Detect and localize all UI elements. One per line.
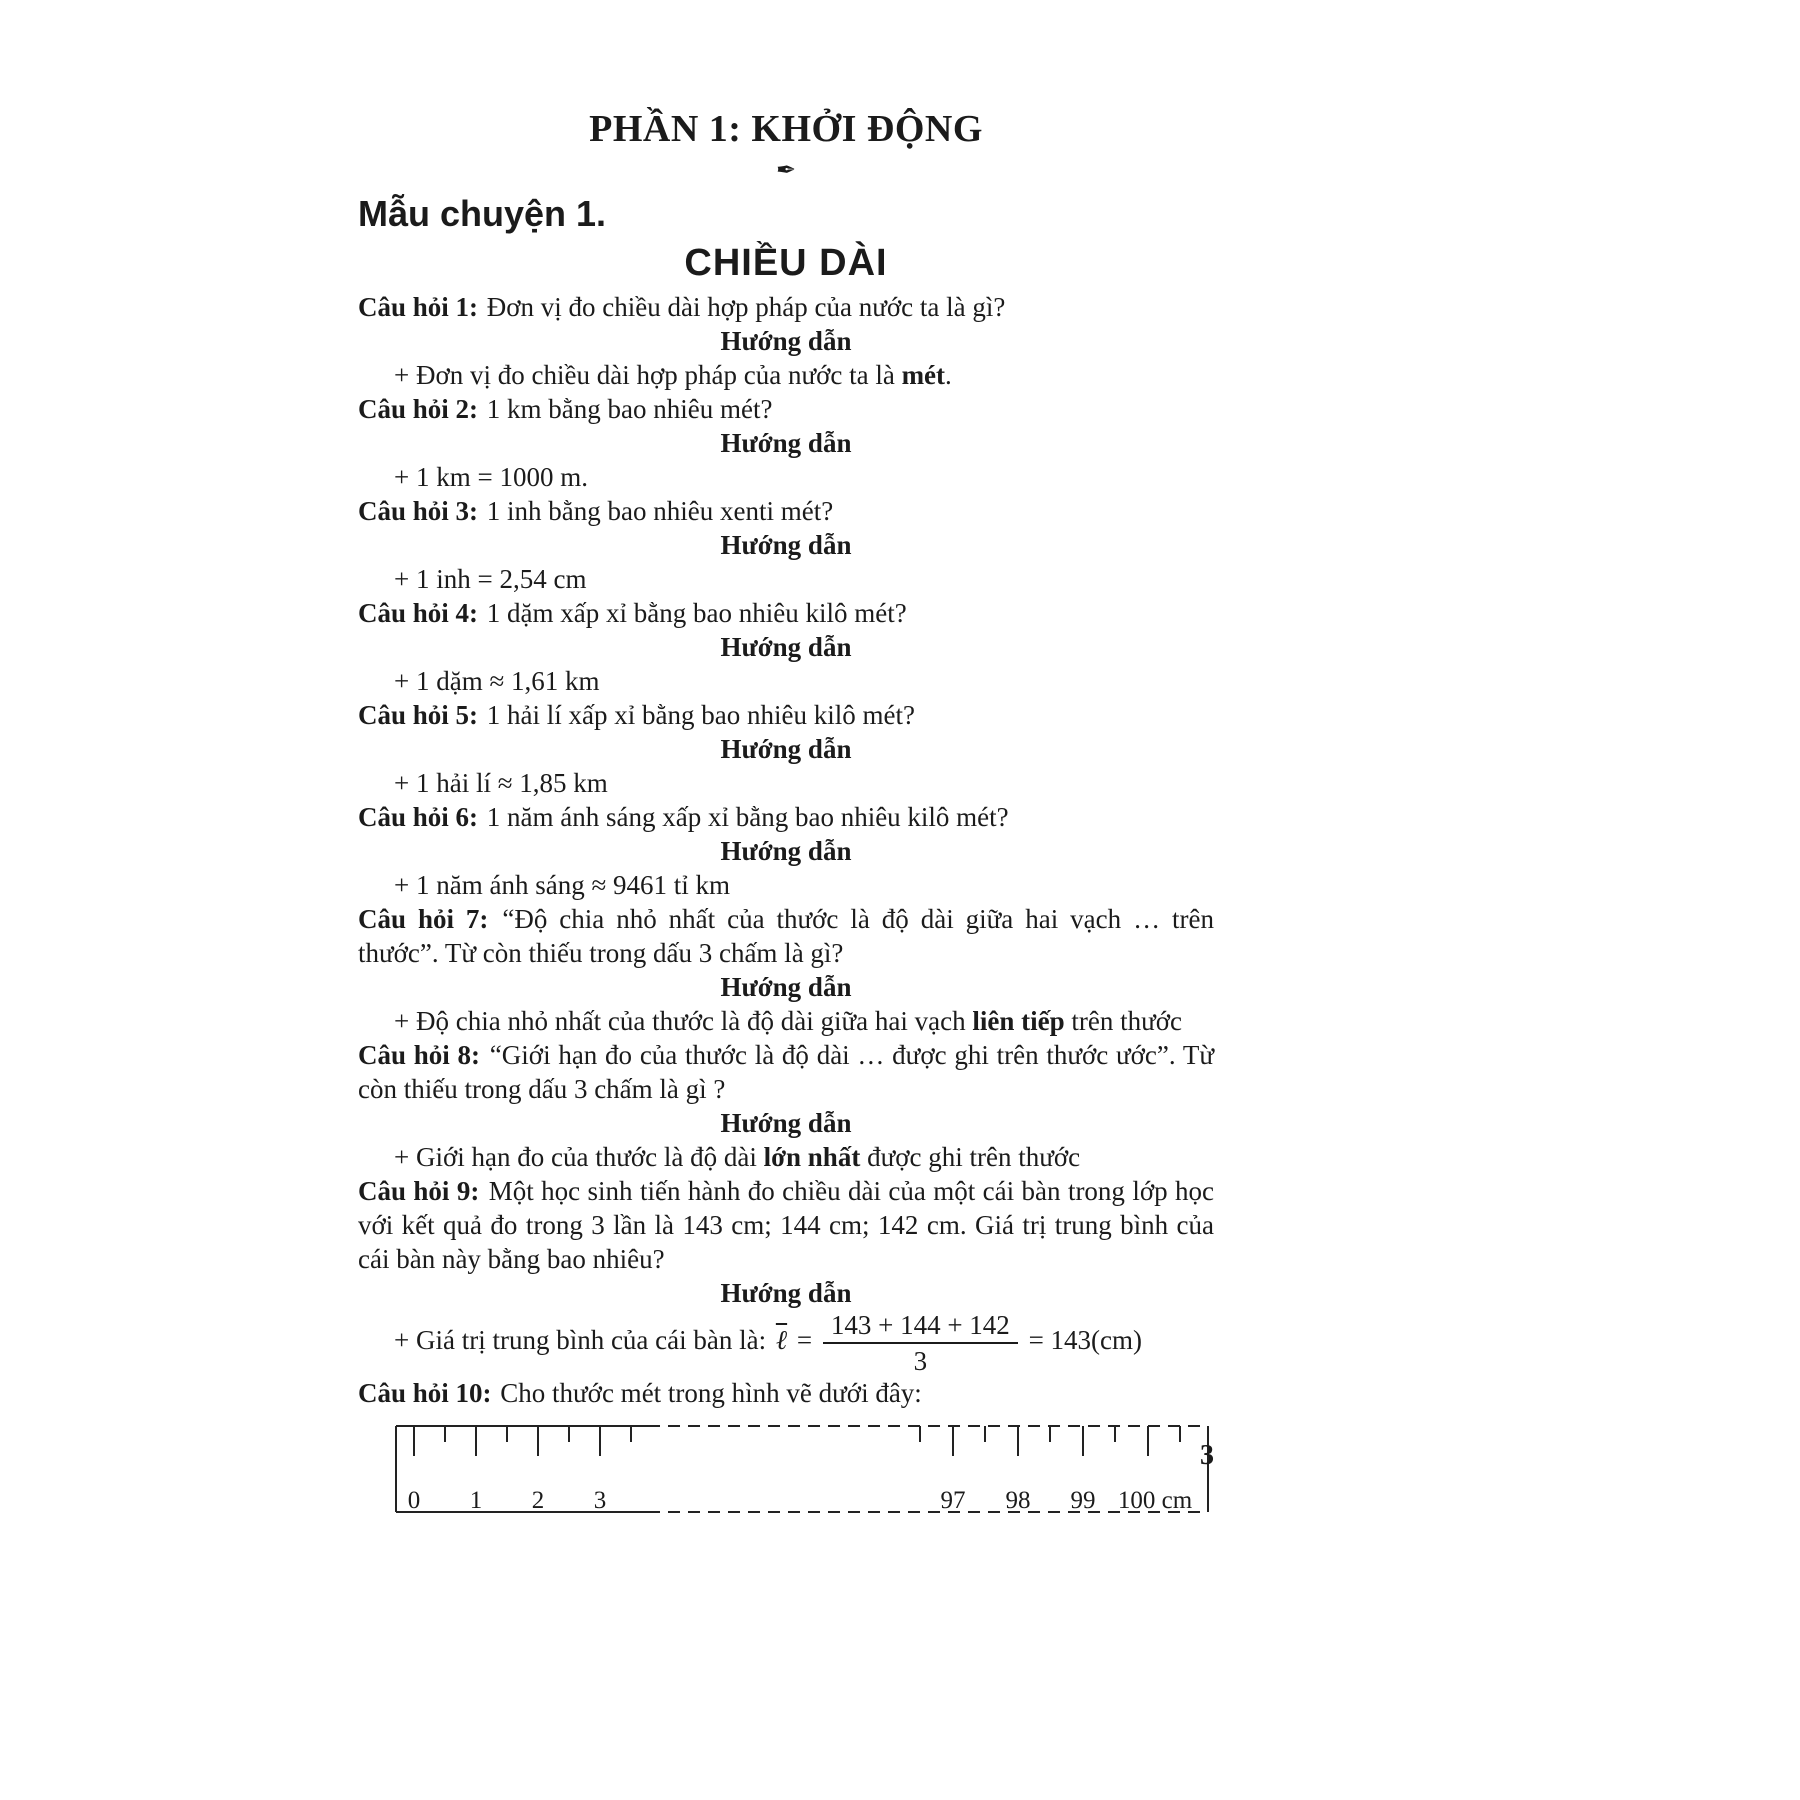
question-label: Câu hỏi 8: (358, 1040, 481, 1070)
question-label: Câu hỏi 4: (358, 598, 479, 628)
question-paragraph (358, 290, 1214, 324)
guide-heading: Hướng dẫn (720, 326, 852, 356)
guide-heading: Hướng dẫn (720, 734, 852, 764)
question-text: 1 năm ánh sáng xấp xỉ bằng bao nhiêu kilô mét? (480, 802, 1009, 832)
question-paragraph (358, 1376, 1214, 1410)
question-paragraph (358, 494, 1214, 528)
story-label: Mẫu chuyện 1. (358, 193, 607, 234)
part-title: PHẦN 1: KHỞI ĐỘNG (589, 108, 983, 150)
answer-bold-text: mét (901, 360, 946, 390)
page-content (358, 106, 1214, 1520)
ruler-label-98: 98 (1005, 1487, 1031, 1514)
question-paragraph (358, 392, 1214, 426)
answer-text: + Đơn vị đo chiều dài hợp pháp của nước ta là (394, 360, 902, 390)
guide-heading: Hướng dẫn (720, 530, 852, 560)
qa-block (358, 1174, 1214, 1376)
question-paragraph (358, 698, 1214, 732)
question-label: Câu hỏi 10: (358, 1378, 492, 1408)
answer-text: = 143(cm) (1021, 1325, 1143, 1356)
answer-paragraph (358, 766, 1214, 800)
question-label: Câu hỏi 9: (358, 1176, 480, 1206)
answer-paragraph (358, 1140, 1214, 1174)
mean-length-symbol: ℓ (775, 1325, 788, 1356)
question-text: 1 hải lí xấp xỉ bằng bao nhiêu kilô mét? (480, 700, 915, 730)
answer-text: + 1 inh = 2,54 cm (394, 564, 587, 594)
section-title: CHIỀU DÀI (684, 242, 888, 284)
answer-paragraph (358, 562, 1214, 596)
guide-heading: Hướng dẫn (720, 1108, 852, 1138)
ruler-label-100cm: 100 cm (1117, 1487, 1193, 1514)
answer-paragraph (358, 868, 1214, 902)
ruler-label-99: 99 (1070, 1487, 1096, 1514)
answer-paragraph (358, 460, 1214, 494)
question-label: Câu hỏi 2: (358, 394, 479, 424)
answer-paragraph (358, 358, 1214, 392)
ruler-label-3: 3 (593, 1487, 607, 1514)
question-paragraph (358, 1174, 1214, 1276)
fraction: $\frac{143 + 144 + 142}{3}$ (819, 1310, 1022, 1376)
question-text: Cho thước mét trong hình vẽ dưới đây: (493, 1378, 922, 1408)
qa-block (358, 698, 1214, 800)
guide-heading: Hướng dẫn (720, 632, 852, 662)
answer-text: . (945, 360, 952, 390)
answer-paragraph (358, 1004, 1214, 1038)
question-text: 1 dặm xấp xỉ bằng bao nhiêu kilô mét? (480, 598, 907, 628)
qa-block (358, 494, 1214, 596)
answer-text: + 1 dặm ≈ 1,61 km (394, 666, 600, 696)
guide-heading: Hướng dẫn (720, 1278, 852, 1308)
question-label: Câu hỏi 7: (358, 904, 489, 934)
question-paragraph (358, 800, 1214, 834)
page-number: 3 (1200, 1440, 1214, 1471)
guide-heading: Hướng dẫn (720, 972, 852, 1002)
question-paragraph (358, 596, 1214, 630)
pen-ornament-icon: ✒ (775, 156, 797, 184)
question-label: Câu hỏi 5: (358, 700, 479, 730)
qa-block (358, 1376, 1214, 1410)
question-text: Một học sinh tiến hành đo chiều dài của một cái bàn trong lớp học với kết quả đo trong 3 lần là 143 cm; 144 cm; 142 cm. Giá trị trung bình của cái bàn này bằng bao nhiêu? (358, 1176, 1215, 1274)
qa-block (358, 902, 1214, 1038)
answer-text: + Độ chia nhỏ nhất của thước là độ dài giữa hai vạch (394, 1006, 973, 1036)
qa-block (358, 290, 1214, 392)
question-text: “Độ chia nhỏ nhất của thước là độ dài giữa hai vạch … trên thước”. Từ còn thiếu trong dấu 3 chấm là gì? (358, 904, 1214, 968)
question-label: Câu hỏi 6: (358, 802, 479, 832)
ruler-label-97: 97 (940, 1487, 966, 1514)
qa-block (358, 596, 1214, 698)
ruler-label-2: 2 (531, 1487, 545, 1514)
guide-heading: Hướng dẫn (720, 428, 852, 458)
answer-bold-text: liên tiếp (972, 1006, 1065, 1036)
guide-heading: Hướng dẫn (720, 836, 852, 866)
qa-block (358, 800, 1214, 902)
question-text: 1 km bằng bao nhiêu mét? (480, 394, 773, 424)
question-label: Câu hỏi 1: (358, 292, 479, 322)
answer-text: = (790, 1325, 819, 1356)
question-text: 1 inh bằng bao nhiêu xenti mét? (480, 496, 834, 526)
answer-text: + Giá trị trung bình của cái bàn là: (394, 1325, 773, 1356)
ruler-label-1: 1 (469, 1487, 483, 1514)
answer-text: + 1 năm ánh sáng ≈ 9461 tỉ km (394, 870, 731, 900)
answer-text: + 1 km = 1000 m. (394, 462, 588, 492)
answer-paragraph (358, 1310, 1214, 1376)
qa-block (358, 392, 1214, 494)
question-label: Câu hỏi 3: (358, 496, 479, 526)
qa-list (358, 290, 1214, 1410)
question-paragraph (358, 902, 1214, 970)
answer-text: được ghi trên thước (860, 1142, 1081, 1172)
answer-text: + Giới hạn đo của thước là độ dài (394, 1142, 764, 1172)
question-text: Đơn vị đo chiều dài hợp pháp của nước ta là gì? (480, 292, 1006, 322)
answer-text: trên thước (1064, 1006, 1182, 1036)
answer-bold-text: lớn nhất (763, 1142, 861, 1172)
question-text: “Giới hạn đo của thước là độ dài … được ghi trên thước ước”. Từ còn thiếu trong dấu 3 chấm là gì ? (358, 1040, 1215, 1104)
answer-paragraph (358, 664, 1214, 698)
qa-block (358, 1038, 1214, 1174)
ruler-label-0: 0 (407, 1487, 421, 1514)
answer-text: + 1 hải lí ≈ 1,85 km (394, 768, 608, 798)
question-paragraph (358, 1038, 1214, 1106)
